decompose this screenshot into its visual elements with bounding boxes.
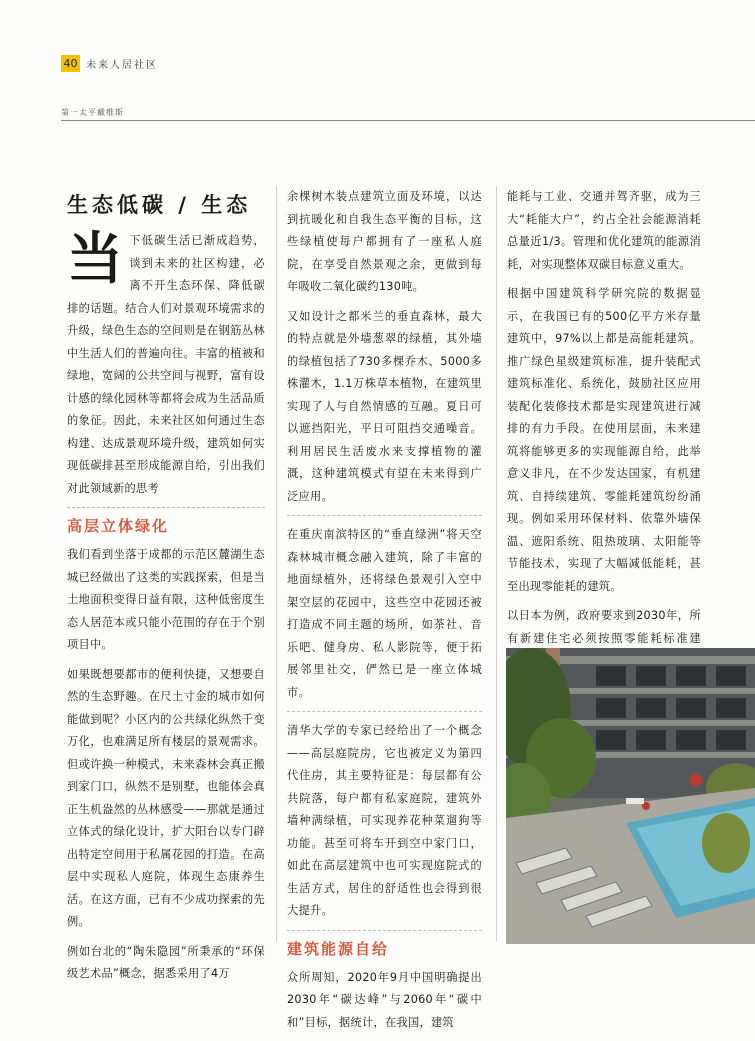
header-rule [61,120,755,121]
drop-cap: 当 [67,227,124,292]
column-2 [287,186,482,1041]
column-divider [496,186,497,941]
paragraph: 能耗与工业、交通并驾齐驱，成为三大“耗能大户”，约占全社会能源消耗总量近1/3。管理和优化建筑的能源消耗，对实现整体双碳目标意义重大。 [507,190,701,271]
intro-paragraph [67,227,265,500]
paragraph: 众所周知，2020年9月中国明确提出2030年“碳达峰”与2060年“碳中和”目标，据统计，在我国，建筑 [287,970,482,1029]
paragraph: 例如台北的“陶朱隐园”所秉承的“环保级艺术品”概念，据悉采用了4万 [67,944,265,980]
intro-text: 下低碳生活已渐成趋势，谈到未来的社区构建，必离不开生态环保、降低碳排的话题。结合人们对景观环境需求的升级，绿色生态的空间则是在钢筋丛林中生活人们的普遍向往。丰富的植被和绿地，宽阔的公共空间与视野，富有设计感的绿化园林等都将会成为生活品质的象征。因此，未来社区如何通过生态构建、达成景观环境升级，建筑如何实现低碳排甚至形成能源自给，引出我们对此领域新的思考 [67,234,265,495]
article-title: 生态低碳 / 生态 [67,193,252,217]
courtyard-pool-photo [506,648,755,944]
section-divider [287,711,482,712]
paragraph: 以日本为例，政府要求到2030年，所有新建住宅必须按照零能耗标准建 [507,609,701,645]
paragraph: 如果既想要都市的便利快捷，又想要自然的生态野趣。在尺土寸金的城市如何能做到呢？小区内的公共绿化纵然千变万化，也难满足所有楼层的景观需求。但或许换一种模式，未来森林会真正搬到家门口，纵然不是别墅，也能体会真正生机盎然的丛林感受——那就是通过立体式的绿化设计，扩大阳台以专门辟出特定空间用于私属花园的打造。在高层中实现私人庭院，体现生态康养生活。在这方面，已有不少成功探索的先例。 [67,667,265,928]
paragraph: 我们看到坐落于成都的示范区麓湖生态城已经做出了这类的实践探索，但是当土地面积变得日益有限，这种低密度生态人居范本或只能小范围的存在于个别项目中。 [67,548,265,651]
section-divider [287,930,482,931]
section-label: 第一太平戴维斯 [61,108,124,117]
paragraph: 根据中国建筑科学研究院的数据显示，在我国已有的500亿平方米存量建筑中，97%以上都是高能耗建筑。推广绿色星级建筑标准，提升装配式建筑标准化、系统化，鼓励社区应用装配化装修技术都是实现建筑进行减排的有力手段。在使用层面，未来建筑将能够更多的实现能源自给，此举意义非凡，在不少发达国家，有机建筑、自持续建筑、零能耗建筑纷纷涌现。例如采用环保材料、依靠外墙保温、遮阳系统、阻热玻璃、太阳能等节能技术，实现了大幅减低能耗，甚至出现零能耗的建筑。 [507,287,701,593]
column-divider [276,186,277,941]
section-divider [67,507,265,508]
running-header-title: 未来人居社区 [86,60,158,71]
section-divider [287,515,482,516]
paragraph: 又如设计之都米兰的垂直森林，最大的特点就是外墙葱翠的绿植，其外墙的绿植包括了730多棵乔木、5000多株灌木，1.1万株草本植物，在建筑里实现了人与自然情感的互融。夏日可以遮挡阳光，平日可阻挡交通噪音。利用居民生活废水来支撑植物的灌溉，这种建筑模式有望在未来得到广泛应用。 [287,309,482,503]
paragraph: 余棵树木装点建筑立面及环境，以达到抗暖化和自我生态平衡的目标，这些绿植使每户都拥有了一座私人庭院，在享受自然景观之余，更做到每年吸收二氧化碳约130吨。 [287,190,482,293]
paragraph: 在重庆南滨特区的“垂直绿洲”将天空森林城市概念融入建筑，除了丰富的地面绿植外，还将绿色景观引入空中架空层的花园中，这些空中花园还被打造成不同主题的场所，如茶社、音乐吧、健身房、私人影院等，便于拓展邻里社交，俨然已是一座立体城市。 [287,528,482,699]
subheading-green: 高层立体绿化 [67,517,170,535]
column-1 [67,192,265,993]
subheading-energy: 建筑能源自给 [287,939,390,958]
paragraph: 清华大学的专家已经给出了一个概念——高层庭院房，它也被定义为第四代住房，其主要特征是：每层都有公共院落，每户都有私家庭院，建筑外墙种满绿植，可实现养花种菜遛狗等功能。甚至可将车开到空中家门口，如此在高层建筑中也可实现庭院式的生活方式，居住的舒适性也会得到很大提升。 [287,724,482,917]
page-number: 40 [61,55,80,72]
